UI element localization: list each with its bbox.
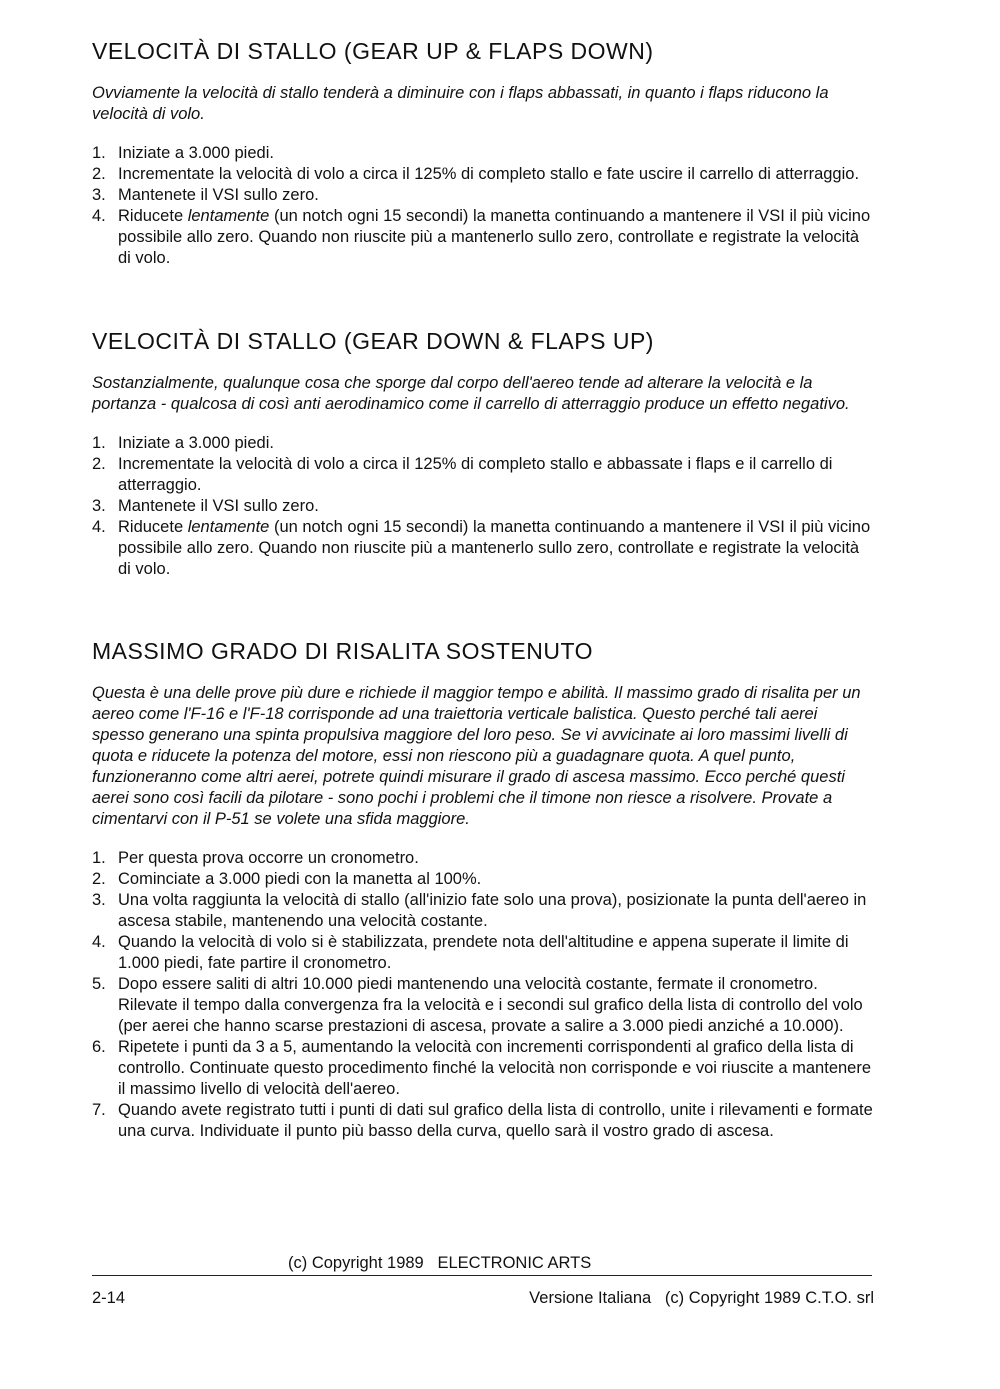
step-number: 2. [92, 870, 106, 888]
step-number: 1. [92, 434, 106, 452]
step-number: 6. [92, 1038, 106, 1056]
step-number: 5. [92, 975, 106, 993]
step-number: 4. [92, 933, 106, 951]
step-text: Riducete [118, 518, 188, 536]
section-intro: Sostanzialmente, qualunque cosa che sporge dal corpo dell'aereo tende ad alterare la velocità e la portanza - qualcosa di così anti aerodinamico come il carrello di atterraggio produce un effetto negativo. [92, 374, 850, 413]
list-item [92, 932, 874, 974]
step-number: 4. [92, 207, 106, 225]
list-item [92, 206, 874, 269]
section-heading: VELOCITÀ DI STALLO (GEAR UP & FLAPS DOWN) [92, 38, 654, 64]
footer-version: Versione Italiana (c) Copyright 1989 C.T.O. srl [529, 1289, 874, 1307]
step-text: Quando la velocità di volo si è stabilizzata, prendete nota dell'altitudine e appena superate il limite di 1.000 piedi, fate partire il cronometro. [118, 933, 849, 972]
list-item [92, 890, 874, 932]
step-emphasis: lentamente [187, 207, 270, 225]
step-number: 3. [92, 891, 106, 909]
section-stall-gear-up-flaps-down [92, 38, 874, 269]
section-intro: Ovviamente la velocità di stallo tenderà a diminuire con i flaps abbassati, in quanto i flaps riducono la velocità di volo. [92, 84, 829, 123]
list-item [92, 164, 874, 185]
list-item [92, 454, 874, 496]
step-text: Iniziate a 3.000 piedi. [118, 144, 274, 162]
step-number: 4. [92, 518, 106, 536]
steps-list [92, 848, 874, 1142]
list-item [92, 185, 874, 206]
step-number: 3. [92, 186, 106, 204]
step-number: 1. [92, 144, 106, 162]
step-number: 2. [92, 165, 106, 183]
list-item [92, 433, 874, 454]
steps-list [92, 433, 874, 580]
step-number: 3. [92, 497, 106, 515]
step-text-cont: (un notch ogni 15 secondi) la manetta continuando a mantenere il VSI il più vicino possibile allo zero. Quando non riuscite più a mantenerlo sullo zero, controllate e registrate la velocità di volo. [118, 207, 871, 267]
page-number: 2-14 [92, 1289, 126, 1307]
section-max-climb-rate [92, 638, 874, 1142]
step-number: 7. [92, 1101, 106, 1119]
step-number: 1. [92, 849, 106, 867]
step-text: Per questa prova occorre un cronometro. [118, 849, 419, 867]
step-text: Riducete [118, 207, 188, 225]
list-item [92, 974, 874, 1037]
list-item [92, 869, 874, 890]
steps-list [92, 143, 874, 269]
step-text: Mantenete il VSI sullo zero. [118, 497, 319, 515]
step-text: Ripetete i punti da 3 a 5, aumentando la velocità con incrementi corrispondenti al grafico della lista di controllo. Continuate questo procedimento finché la velocità non corrisponde e voi riuscite a mantenere il massimo livello di velocità dell'aereo. [118, 1038, 872, 1098]
step-text: Una volta raggiunta la velocità di stallo (all'inizio fate solo una prova), posizionate la punta dell'aereo in ascesa stabile, mantenendo una velocità costante. [118, 891, 867, 930]
section-heading: VELOCITÀ DI STALLO (GEAR DOWN & FLAPS UP) [92, 328, 654, 354]
list-item [92, 848, 874, 869]
step-text: Iniziate a 3.000 piedi. [118, 434, 274, 452]
list-item [92, 496, 874, 517]
step-text: Quando avete registrato tutti i punti di dati sul grafico della lista di controllo, unite i rilevamenti e formate una curva. Individuate il punto più basso della curva, quello sarà il vostro grado di ascesa. [118, 1101, 873, 1140]
step-text: Incrementate la velocità di volo a circa il 125% di completo stallo e abbassate i flaps e il carrello di atterraggio. [118, 455, 833, 494]
step-text: Incrementate la velocità di volo a circa il 125% di completo stallo e fate uscire il carrello di atterraggio. [118, 165, 860, 183]
step-text-cont: (un notch ogni 15 secondi) la manetta continuando a mantenere il VSI il più vicino possibile allo zero. Quando non riuscite più a mantenerlo sullo zero, controllate e registrate la velocità di volo. [118, 518, 871, 578]
step-text: Mantenete il VSI sullo zero. [118, 186, 319, 204]
step-emphasis: lentamente [187, 518, 270, 536]
step-text: Cominciate a 3.000 piedi con la manetta al 100%. [118, 870, 482, 888]
footer-divider [92, 1275, 872, 1276]
section-stall-gear-down-flaps-up [92, 328, 874, 580]
list-item [92, 517, 874, 580]
copyright-line: (c) Copyright 1989 ELECTRONIC ARTS [288, 1254, 592, 1272]
section-heading: MASSIMO GRADO DI RISALITA SOSTENUTO [92, 638, 594, 664]
list-item [92, 1100, 874, 1142]
step-text: Dopo essere saliti di altri 10.000 piedi mantenendo una velocità costante, fermate il cronometro. Rilevate il tempo dalla convergenza fra la velocità e i secondi sul grafico della lista di controllo del volo (per aerei che hanno scarse prestazioni di ascesa, provate a salire a 3.000 piedi anziché a 10.000). [118, 975, 863, 1035]
section-intro: Questa è una delle prove più dure e richiede il maggior tempo e abilità. Il massimo grado di risalita per un aereo come l'F-16 e l'F-18 corrisponde ad una traiettoria verticale balistica. Questo perché tali aerei spesso generano una spinta propulsiva maggiore del loro peso. Se vi avvicinate ai loro massimi livelli di quota e riducete la potenza del motore, essi non riescono più a guadagnare quota. A quel punto, funzioneranno come altri aerei, potrete quindi misurare il grado di ascesa massimo. Ecco perché questi aerei sono così facili da pilotare - sono pochi i problemi che il timone non riesce a risolvere. Provate a cimentarvi con il P-51 se volete una sfida maggiore. [92, 684, 861, 828]
list-item [92, 1037, 874, 1100]
list-item [92, 143, 874, 164]
step-number: 2. [92, 455, 106, 473]
